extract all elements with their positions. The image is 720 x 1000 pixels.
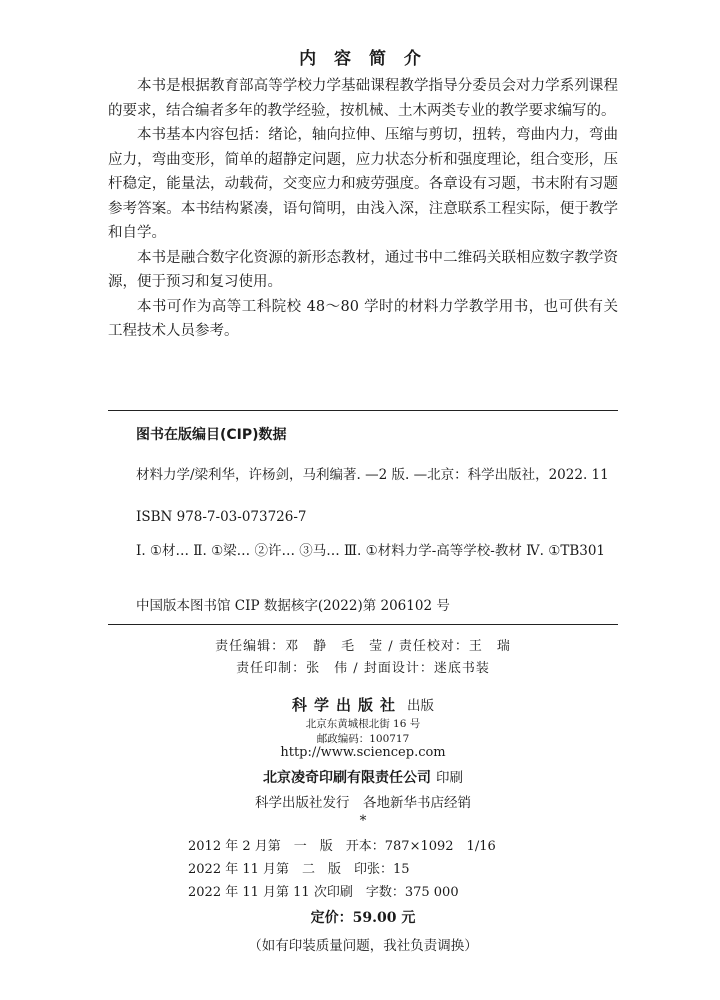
publisher-url: http://www.sciencep.com (280, 745, 446, 760)
distribution-line: 科学出版社发行 各地新华书店经销 (255, 795, 471, 811)
edition-line: 2012 年 2 月第 一 版 开本：787×1092 1/16 (188, 839, 496, 854)
printer-line (108, 766, 618, 787)
quality-notice: （如有印装质量问题，我社负责调换） (248, 938, 478, 954)
printer-suffix: 印刷 (436, 770, 464, 786)
publisher-logo-text: 科学出版社 (291, 696, 402, 714)
cip-library-number: 中国版本图书馆 CIP 数据核字(2022)第 206102 号 (136, 598, 450, 614)
edition-line: 2022 年 11 月第 11 次印刷 字数：375 000 (188, 885, 459, 900)
credits-line-1: 责任编辑：邓 静 毛 莹 / 责任校对：王 瑞 (215, 639, 511, 654)
divider-bottom (108, 624, 618, 625)
separator-mark: * (359, 813, 367, 829)
printer-name: 北京凌奇印刷有限责任公司 (262, 770, 431, 786)
divider-top (108, 410, 618, 411)
cip-heading: 图书在版编目(CIP)数据 (136, 427, 287, 443)
cip-classification: Ⅰ. ①材… Ⅱ. ①梁… ②许… ③马… Ⅲ. ①材料力学-高等学校-教材 Ⅳ. ①TB301 (136, 543, 606, 559)
intro-paragraph: 本书基本内容包括：绪论，轴向拉伸、压缩与剪切，扭转，弯曲内力，弯曲应力，弯曲变形，简单的超静定问题，应力状态分析和强度理论，组合变形，压杆稳定，能量法，动载荷，交变应力和疲劳强度。各章设有习题，书末附有习题参考答案。本书结构紧凑，语句简明，由浅入深，注意联系工程实际，便于教学和自学。 (108, 127, 618, 241)
publisher-postcode: 邮政编码：100717 (316, 733, 410, 745)
price: 定价：59.00 元 (310, 910, 416, 926)
publisher-address: 北京东黄城根北街 16 号 (305, 718, 421, 730)
edition-line: 2022 年 11 月第 二 版 印张：15 (188, 862, 410, 877)
credits-line-2: 责任印制：张 伟 / 封面设计：迷底书装 (236, 661, 490, 676)
cip-isbn: ISBN 978-7-03-073726-7 (136, 509, 307, 525)
publisher-suffix: 出版 (407, 698, 435, 714)
intro-section (108, 74, 618, 344)
intro-paragraph: 本书是根据教育部高等学校力学基础课程教学指导分委员会对力学系列课程的要求，结合编者多年的教学经验，按机械、土木两类专业的教学要求编写的。 (108, 78, 618, 119)
cip-record: 材料力学/梁利华，许杨剑，马利编著. —2 版. —北京：科学出版社，2022. 11 (136, 467, 609, 483)
publisher-line (108, 694, 618, 715)
intro-paragraph: 本书是融合数字化资源的新形态教材，通过书中二维码关联相应数字教学资源，便于预习和复习使用。 (108, 249, 618, 290)
intro-paragraph: 本书可作为高等工科院校 48～80 学时的材料力学教学用书，也可供有关工程技术人员参考。 (108, 298, 618, 339)
page-title: 内 容 简 介 (299, 49, 427, 69)
